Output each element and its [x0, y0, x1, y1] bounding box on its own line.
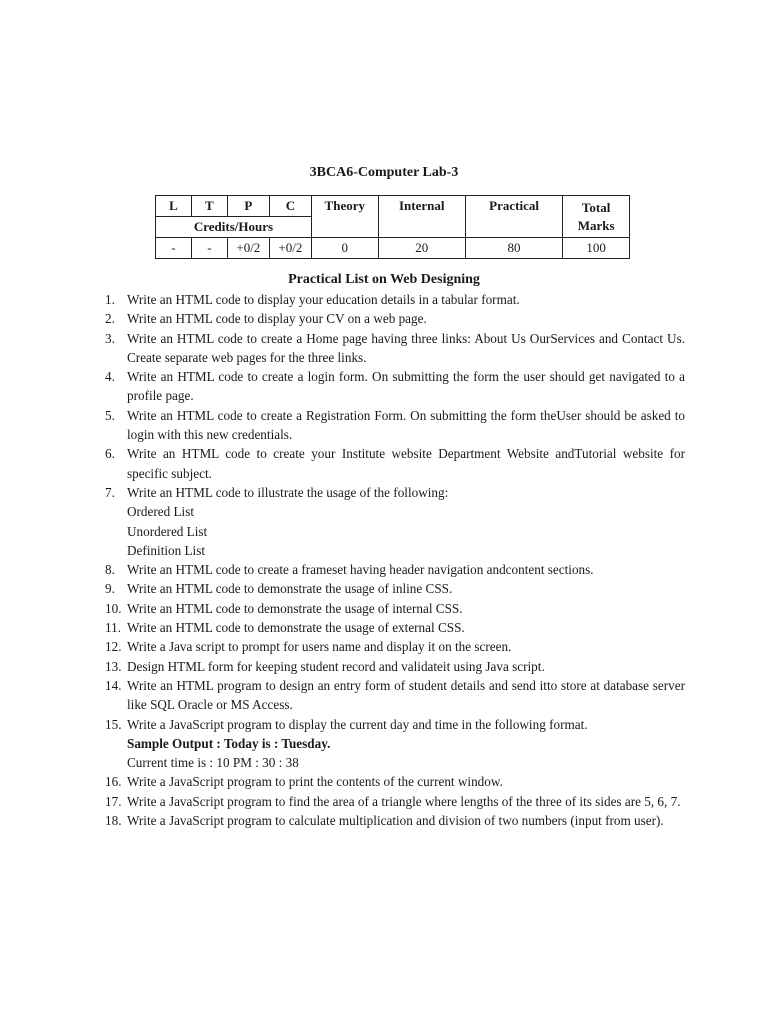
- item-text: Write an HTML code to create a Registration Form. On submitting the form theUser should be asked to login with this new credentials.: [127, 407, 685, 443]
- list-item: [105, 657, 685, 676]
- list-item: [105, 290, 685, 309]
- item-text: Write an HTML code to demonstrate the usage of inline CSS.: [127, 581, 453, 597]
- item-number: 7.: [105, 484, 115, 500]
- header-credits-hours: Credits/Hours: [156, 217, 312, 238]
- item-number: 9.: [105, 581, 115, 597]
- item-text: Write an HTML code to create a frameset having header navigation andcontent sections.: [127, 562, 594, 578]
- list-item: [105, 811, 685, 830]
- header-total-line1: Total: [581, 199, 611, 215]
- item-number: 5.: [105, 407, 115, 423]
- item-text: Design HTML form for keeping student record and validateit using Java script.: [127, 658, 545, 674]
- list-item: [105, 560, 685, 579]
- item-text: Write a JavaScript program to find the area of a triangle where lengths of the three of its sides are 5, 6, 7.: [127, 793, 681, 809]
- list-item: [105, 792, 685, 811]
- list-item: [105, 715, 685, 734]
- cell-c: +0/2: [269, 238, 311, 259]
- list-item: [105, 599, 685, 618]
- table-header-row: [156, 196, 630, 217]
- document-title: 3BCA6-Computer Lab-3: [309, 165, 459, 180]
- list-item: [105, 772, 685, 791]
- item-number: 10.: [105, 600, 122, 616]
- cell-l: -: [156, 238, 192, 259]
- header-p: P: [227, 196, 269, 217]
- header-total-line2: Marks: [577, 217, 615, 233]
- list-item: [105, 406, 685, 445]
- item-text: Write an HTML code to illustrate the usage of the following:: [127, 484, 449, 500]
- item-text: Write a JavaScript program to display the current day and time in the following format.: [127, 716, 588, 732]
- sub-item-unordered-list: Unordered List: [127, 523, 208, 539]
- cell-internal: 20: [378, 238, 465, 259]
- marks-table: [155, 195, 630, 259]
- list-item: [105, 618, 685, 637]
- practical-list-heading: Practical List on Web Designing: [288, 272, 480, 287]
- item-text: Write an HTML code to create a login form. On submitting the form the user should get navigated to a profile page.: [127, 369, 685, 404]
- item-text: Write an HTML code to demonstrate the usage of internal CSS.: [127, 600, 463, 616]
- item-text: Write an HTML code to create your Institute website Department Website andTutorial website for specific subject.: [127, 446, 685, 481]
- item-number: 11.: [105, 620, 121, 636]
- cell-theory: 0: [311, 238, 378, 259]
- item-number: 16.: [105, 774, 122, 790]
- sample-output-line: Sample Output : Today is : Tuesday.: [127, 735, 331, 751]
- list-item: [105, 579, 685, 598]
- list-item: [105, 329, 685, 368]
- item-text: Write a JavaScript program to calculate multiplication and division of two numbers (input from user).: [127, 813, 664, 829]
- header-total-marks: [563, 196, 630, 238]
- cell-p: +0/2: [227, 238, 269, 259]
- item-text: Write an HTML code to create a Home page having three links: About Us OurServices and Contact Us. Create separate web pages for the three links.: [127, 330, 685, 365]
- header-internal: Internal: [378, 196, 465, 238]
- list-item: [105, 676, 685, 715]
- item-number: 1.: [105, 292, 115, 307]
- sub-item-definition-list: Definition List: [127, 542, 206, 558]
- sub-item-ordered-list: Ordered List: [127, 504, 195, 520]
- item-number: 17.: [105, 793, 122, 809]
- item-text: Write an HTML code to display your education details in a tabular format.: [127, 292, 520, 307]
- item-number: 15.: [105, 716, 122, 732]
- list-item: [105, 637, 685, 656]
- item-number: 3.: [105, 330, 115, 346]
- item-number: 14.: [105, 677, 122, 693]
- item-number: 2.: [105, 311, 115, 327]
- current-time-line: Current time is : 10 PM : 30 : 38: [127, 755, 299, 771]
- practical-list: [105, 290, 685, 830]
- header-l: L: [156, 196, 192, 217]
- item-text: Write an HTML code to demonstrate the usage of external CSS.: [127, 620, 465, 636]
- item-number: 18.: [105, 813, 122, 829]
- item-text: Write an HTML code to display your CV on a web page.: [127, 311, 427, 327]
- list-item: [105, 444, 685, 483]
- item-number: 4.: [105, 369, 115, 385]
- list-item: [105, 367, 685, 406]
- item-number: 12.: [105, 639, 122, 655]
- item-text: Write a JavaScript program to print the contents of the current window.: [127, 774, 503, 790]
- item-number: 6.: [105, 446, 115, 462]
- header-c: C: [269, 196, 311, 217]
- item-number: 8.: [105, 562, 115, 578]
- cell-t: -: [191, 238, 227, 259]
- list-item: [105, 483, 685, 502]
- item-number: 13.: [105, 658, 122, 674]
- header-theory: Theory: [311, 196, 378, 238]
- list-item: [105, 309, 685, 328]
- item-text: Write an HTML program to design an entry form of student details and send itto store at database server like SQL Oracle or MS Access.: [127, 677, 685, 713]
- header-t: T: [191, 196, 227, 217]
- item-text: Write a Java script to prompt for users name and display it on the screen.: [127, 639, 512, 655]
- cell-total: 100: [563, 238, 630, 259]
- header-practical: Practical: [465, 196, 562, 238]
- cell-practical: 80: [465, 238, 562, 259]
- table-row: [156, 238, 630, 259]
